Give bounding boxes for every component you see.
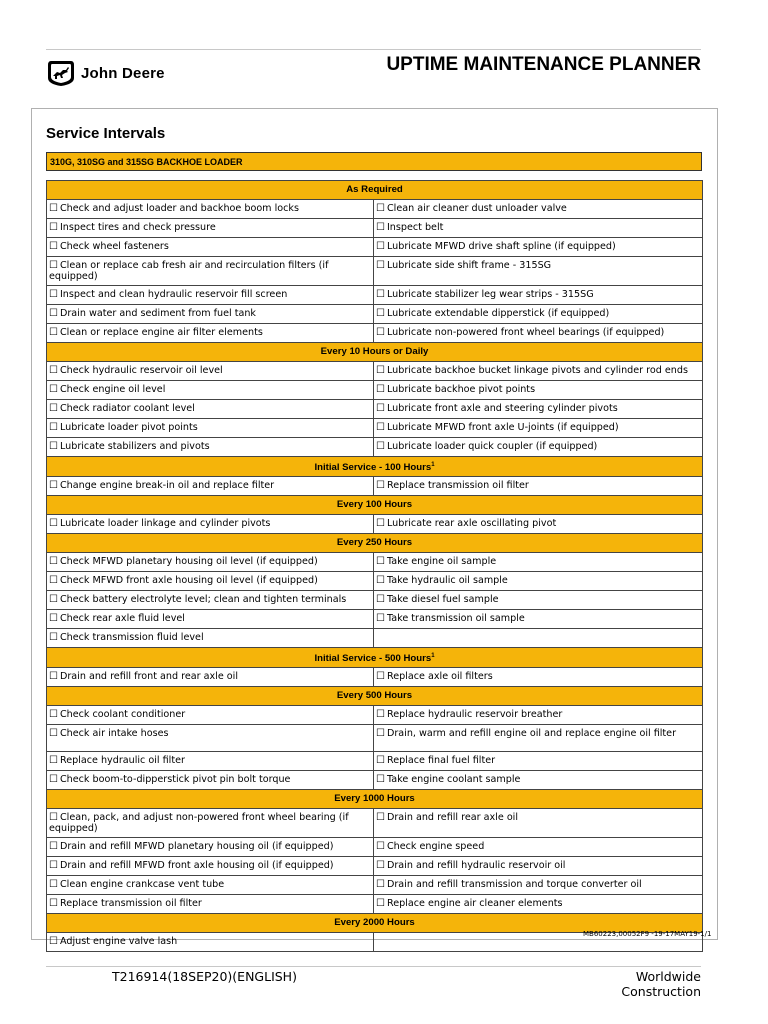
interval-header-row — [47, 457, 703, 477]
task-label: Check wheel fasteners — [59, 241, 169, 252]
task-checkbox[interactable]: ☐ — [376, 728, 385, 740]
footnote-marker: 1 — [431, 653, 435, 660]
task-cell — [374, 362, 703, 381]
task-cell — [374, 305, 703, 324]
top-rule — [46, 49, 701, 50]
interval-header-row — [47, 496, 703, 515]
task-checkbox[interactable]: ☐ — [49, 403, 58, 414]
task-cell — [374, 857, 703, 876]
task-checkbox[interactable]: ☐ — [49, 241, 58, 252]
task-cell — [374, 725, 703, 752]
task-cell — [374, 752, 703, 771]
task-checkbox[interactable]: ☐ — [376, 556, 385, 568]
task-row — [47, 725, 703, 752]
task-label: Drain and refill front and rear axle oil — [59, 671, 238, 683]
task-checkbox[interactable]: ☐ — [376, 898, 385, 910]
task-checkbox[interactable]: ☐ — [376, 203, 385, 214]
task-cell — [47, 838, 374, 857]
task-row — [47, 572, 703, 591]
interval-title: As Required — [346, 184, 403, 195]
task-label: Drain water and sediment from fuel tank — [59, 308, 256, 319]
task-label: Replace axle oil filters — [386, 671, 493, 683]
task-checkbox[interactable]: ☐ — [49, 594, 58, 606]
task-checkbox[interactable]: ☐ — [376, 879, 385, 891]
task-checkbox[interactable]: ☐ — [49, 384, 58, 395]
organization — [621, 969, 701, 999]
task-checkbox[interactable]: ☐ — [376, 403, 385, 414]
task-cell — [47, 725, 374, 752]
task-cell — [374, 286, 703, 305]
interval-header — [47, 343, 703, 362]
task-checkbox[interactable]: ☐ — [49, 755, 58, 767]
task-cell — [47, 381, 374, 400]
task-cell — [47, 876, 374, 895]
task-label: Check rear axle fluid level — [59, 613, 185, 625]
bottom-rule — [46, 966, 701, 967]
task-label: Take engine oil sample — [386, 556, 497, 568]
task-label: Drain and refill MFWD front axle housing oil (if equipped) — [59, 860, 334, 872]
task-row — [47, 477, 703, 496]
footnote-marker: 1 — [431, 462, 435, 468]
task-cell — [374, 257, 703, 286]
deer-emblem-icon — [46, 58, 76, 88]
task-checkbox[interactable]: ☐ — [49, 936, 58, 948]
task-row — [47, 257, 703, 286]
task-checkbox[interactable]: ☐ — [376, 327, 385, 338]
task-row — [47, 200, 703, 219]
task-label: Drain and refill rear axle oil — [386, 812, 519, 824]
task-cell — [47, 668, 374, 687]
task-label: Lubricate front axle and steering cylinder pivots — [386, 403, 618, 414]
task-checkbox[interactable]: ☐ — [376, 709, 385, 721]
brand-name: John Deere — [81, 64, 165, 82]
task-row — [47, 809, 703, 838]
task-cell — [374, 381, 703, 400]
task-checkbox[interactable]: ☐ — [376, 260, 385, 271]
task-label: Replace transmission oil filter — [59, 898, 202, 910]
task-label: Clean air cleaner dust unloader valve — [386, 203, 567, 214]
task-label: Replace hydraulic oil filter — [59, 755, 185, 767]
interval-header — [47, 687, 703, 706]
task-cell — [374, 515, 703, 534]
interval-header — [47, 181, 703, 200]
interval-header — [47, 457, 703, 477]
task-row — [47, 876, 703, 895]
task-checkbox[interactable]: ☐ — [376, 613, 385, 625]
task-label: Replace transmission oil filter — [386, 480, 529, 492]
task-cell — [47, 553, 374, 572]
task-cell — [47, 610, 374, 629]
task-cell — [47, 629, 374, 648]
task-cell — [374, 219, 703, 238]
task-label: Lubricate loader linkage and cylinder pivots — [59, 518, 271, 530]
organization-line-2: Construction — [621, 984, 701, 999]
task-cell — [374, 771, 703, 790]
task-cell — [47, 219, 374, 238]
task-label: Lubricate loader quick coupler (if equipped) — [386, 441, 598, 452]
task-cell — [47, 857, 374, 876]
interval-header — [47, 534, 703, 553]
task-row — [47, 591, 703, 610]
task-checkbox[interactable]: ☐ — [376, 480, 385, 492]
interval-title: Every 10 Hours or Daily — [320, 346, 429, 357]
task-checkbox[interactable]: ☐ — [49, 632, 58, 644]
document-title: UPTIME MAINTENANCE PLANNER — [386, 54, 701, 75]
task-row — [47, 857, 703, 876]
task-label: Check radiator coolant level — [59, 403, 195, 414]
task-checkbox[interactable]: ☐ — [49, 203, 58, 214]
task-checkbox[interactable]: ☐ — [49, 841, 58, 853]
task-cell — [374, 400, 703, 419]
interval-header-row — [47, 790, 703, 809]
task-checkbox[interactable]: ☐ — [376, 365, 385, 376]
task-row — [47, 381, 703, 400]
task-cell — [47, 572, 374, 591]
task-cell — [47, 400, 374, 419]
task-checkbox[interactable]: ☐ — [49, 308, 58, 319]
task-checkbox[interactable]: ☐ — [376, 384, 385, 395]
task-checkbox[interactable]: ☐ — [49, 774, 58, 786]
task-row — [47, 553, 703, 572]
task-checkbox[interactable]: ☐ — [49, 812, 58, 824]
task-cell — [47, 515, 374, 534]
task-cell — [47, 706, 374, 725]
task-row — [47, 419, 703, 438]
task-checkbox[interactable]: ☐ — [49, 289, 58, 300]
task-checkbox[interactable]: ☐ — [49, 480, 58, 492]
task-checkbox[interactable]: ☐ — [49, 575, 58, 587]
task-row — [47, 238, 703, 257]
task-label: Drain and refill hydraulic reservoir oil — [386, 860, 566, 872]
interval-header-row — [47, 648, 703, 668]
task-checkbox[interactable]: ☐ — [49, 898, 58, 910]
task-checkbox[interactable]: ☐ — [376, 812, 385, 824]
task-cell — [47, 419, 374, 438]
task-checkbox[interactable]: ☐ — [49, 365, 58, 376]
task-checkbox[interactable]: ☐ — [49, 441, 58, 452]
task-cell — [47, 238, 374, 257]
task-checkbox[interactable]: ☐ — [49, 860, 58, 872]
task-label: Replace engine air cleaner elements — [386, 898, 563, 910]
task-label: Inspect and clean hydraulic reservoir fill screen — [59, 289, 288, 300]
task-row — [47, 324, 703, 343]
interval-header — [47, 648, 703, 668]
interval-title: Initial Service - 500 Hours — [314, 653, 432, 665]
task-label: Lubricate backhoe pivot points — [386, 384, 536, 395]
task-label: Check boom-to-dipperstick pivot pin bolt torque — [59, 774, 291, 786]
task-label: Inspect tires and check pressure — [59, 222, 216, 233]
task-label: Change engine break-in oil and replace filter — [59, 480, 275, 492]
interval-title: Every 500 Hours — [336, 690, 413, 702]
task-label: Drain and refill MFWD planetary housing oil (if equipped) — [59, 841, 334, 853]
task-cell — [374, 553, 703, 572]
task-cell — [374, 324, 703, 343]
task-checkbox[interactable]: ☐ — [376, 441, 385, 452]
task-cell — [47, 591, 374, 610]
task-cell — [374, 809, 703, 838]
task-cell — [374, 200, 703, 219]
task-checkbox[interactable]: ☐ — [49, 613, 58, 625]
task-checkbox[interactable]: ☐ — [49, 327, 58, 338]
task-row — [47, 610, 703, 629]
interval-title: Every 250 Hours — [336, 537, 413, 549]
task-label: Adjust engine valve lash — [59, 936, 178, 948]
task-row — [47, 219, 703, 238]
task-checkbox[interactable]: ☐ — [376, 841, 385, 853]
task-checkbox[interactable]: ☐ — [49, 709, 58, 721]
organization-line-1: Worldwide — [635, 969, 701, 984]
interval-title: Every 1000 Hours — [334, 793, 415, 805]
task-label: Check coolant conditioner — [59, 709, 186, 721]
task-label: Take transmission oil sample — [386, 613, 525, 625]
task-label: Inspect belt — [386, 222, 444, 233]
task-label: Clean or replace engine air filter elements — [59, 327, 263, 338]
task-row — [47, 668, 703, 687]
task-cell — [374, 477, 703, 496]
task-checkbox[interactable]: ☐ — [49, 222, 58, 233]
task-checkbox[interactable]: ☐ — [376, 575, 385, 587]
task-cell — [374, 629, 703, 648]
task-cell — [47, 324, 374, 343]
task-label: Drain and refill transmission and torque converter oil — [386, 879, 642, 891]
task-checkbox[interactable]: ☐ — [376, 518, 385, 530]
task-cell — [47, 305, 374, 324]
task-row — [47, 438, 703, 457]
john-deere-logo — [46, 58, 165, 88]
task-row — [47, 286, 703, 305]
schedule-body — [47, 181, 703, 952]
task-label: Clean engine crankcase vent tube — [59, 879, 225, 891]
task-checkbox[interactable]: ☐ — [49, 260, 58, 271]
task-cell — [374, 591, 703, 610]
task-label: Lubricate non-powered front wheel bearings (if equipped) — [386, 327, 665, 338]
task-cell — [374, 706, 703, 725]
interval-header — [47, 496, 703, 515]
task-row — [47, 838, 703, 857]
interval-header — [47, 790, 703, 809]
task-checkbox[interactable]: ☐ — [376, 774, 385, 786]
service-schedule-table — [46, 180, 703, 952]
task-label: Check battery electrolyte level; clean and tighten terminals — [59, 594, 347, 606]
task-label: Check MFWD planetary housing oil level (if equipped) — [59, 556, 318, 568]
task-label: Check engine speed — [386, 841, 485, 853]
interval-header-row — [47, 343, 703, 362]
task-checkbox[interactable]: ☐ — [376, 222, 385, 233]
task-cell — [374, 895, 703, 914]
task-cell — [47, 933, 374, 952]
task-label: Lubricate backhoe bucket linkage pivots and cylinder rod ends — [386, 365, 688, 376]
task-cell — [47, 438, 374, 457]
task-label: Check hydraulic reservoir oil level — [59, 365, 223, 376]
interval-header-row — [47, 181, 703, 200]
task-cell — [47, 809, 374, 838]
task-cell — [47, 895, 374, 914]
task-row — [47, 515, 703, 534]
task-label: Replace hydraulic reservoir breather — [386, 709, 563, 721]
task-label: Check and adjust loader and backhoe boom locks — [59, 203, 299, 214]
task-cell — [374, 238, 703, 257]
task-cell — [374, 838, 703, 857]
task-checkbox[interactable]: ☐ — [376, 308, 385, 319]
task-row — [47, 362, 703, 381]
task-label: Check air intake hoses — [59, 728, 169, 740]
task-label: Lubricate loader pivot points — [59, 422, 198, 433]
task-cell — [374, 610, 703, 629]
task-label: Drain, warm and refill engine oil and replace engine oil filter — [386, 728, 677, 740]
task-label: Check transmission fluid level — [59, 632, 204, 644]
task-cell — [374, 876, 703, 895]
model-bar: 310G, 310SG and 315SG BACKHOE LOADER — [46, 152, 702, 171]
interval-header-row — [47, 534, 703, 553]
task-label: Lubricate stabilizers and pivots — [59, 441, 210, 452]
task-label: Take hydraulic oil sample — [386, 575, 508, 587]
task-label: Lubricate MFWD front axle U-joints (if equipped) — [386, 422, 619, 433]
task-row — [47, 400, 703, 419]
task-cell — [47, 257, 374, 286]
task-checkbox[interactable]: ☐ — [376, 241, 385, 252]
task-checkbox[interactable]: ☐ — [376, 860, 385, 872]
task-cell — [374, 438, 703, 457]
task-row — [47, 305, 703, 324]
service-intervals-panel — [31, 108, 718, 948]
task-cell — [47, 771, 374, 790]
task-row — [47, 752, 703, 771]
task-label: Lubricate extendable dipperstick (if equipped) — [386, 308, 610, 319]
task-label: Clean or replace cab fresh air and recirculation filters (if equipped) — [49, 260, 329, 282]
task-checkbox[interactable]: ☐ — [376, 755, 385, 767]
task-label: Check MFWD front axle housing oil level (if equipped) — [59, 575, 318, 587]
reference-code: MB60223,00052F9 -19-17MAY19-1/1 — [583, 930, 712, 938]
task-checkbox[interactable]: ☐ — [376, 289, 385, 300]
task-label: Check engine oil level — [59, 384, 166, 395]
document-id: T216914(18SEP20)(ENGLISH) — [112, 969, 297, 984]
task-cell — [47, 477, 374, 496]
interval-header-row — [47, 687, 703, 706]
task-checkbox[interactable]: ☐ — [49, 422, 58, 433]
task-row — [47, 771, 703, 790]
interval-title: Every 100 Hours — [336, 499, 413, 511]
task-row — [47, 629, 703, 648]
task-cell — [47, 362, 374, 381]
task-cell — [374, 419, 703, 438]
task-checkbox[interactable]: ☐ — [49, 556, 58, 568]
task-label: Take engine coolant sample — [386, 774, 521, 786]
task-cell — [47, 752, 374, 771]
task-checkbox[interactable]: ☐ — [376, 671, 385, 683]
task-checkbox[interactable]: ☐ — [49, 671, 58, 683]
task-label: Clean, pack, and adjust non-powered front wheel bearing (if equipped) — [49, 812, 349, 835]
task-cell — [47, 200, 374, 219]
interval-title: Every 2000 Hours — [334, 917, 415, 929]
task-row — [47, 895, 703, 914]
task-label: Take diesel fuel sample — [386, 594, 499, 606]
task-checkbox[interactable]: ☐ — [49, 879, 58, 891]
task-cell — [47, 286, 374, 305]
task-checkbox[interactable]: ☐ — [376, 594, 385, 606]
task-label: Lubricate MFWD drive shaft spline (if equipped) — [386, 241, 616, 252]
task-row — [47, 706, 703, 725]
task-label: Lubricate rear axle oscillating pivot — [386, 518, 557, 530]
task-cell — [374, 668, 703, 687]
task-checkbox[interactable]: ☐ — [49, 728, 58, 740]
interval-title: Initial Service - 100 Hours — [314, 462, 432, 474]
task-label: Lubricate side shift frame - 315SG — [386, 260, 552, 271]
task-label: Replace final fuel filter — [386, 755, 496, 767]
task-label: Lubricate stabilizer leg wear strips - 315SG — [386, 289, 594, 300]
task-checkbox[interactable]: ☐ — [376, 422, 385, 433]
task-checkbox[interactable]: ☐ — [49, 518, 58, 530]
task-cell — [374, 572, 703, 591]
section-title: Service Intervals — [46, 125, 166, 142]
